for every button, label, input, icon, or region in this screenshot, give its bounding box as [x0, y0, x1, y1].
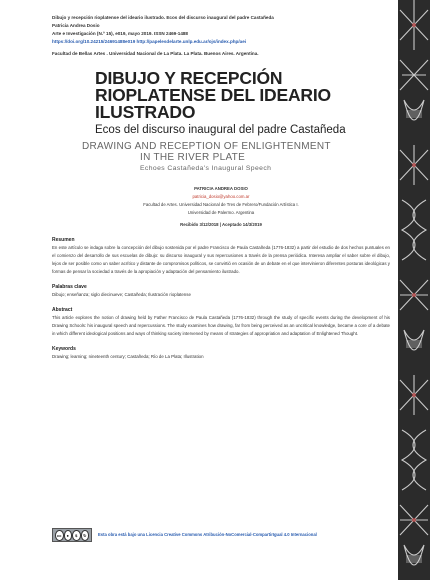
title-line-3: ILUSTRADO — [95, 102, 196, 122]
article-content — [52, 14, 390, 361]
author-name: PATRICIA ANDREA DOSIO — [194, 186, 248, 191]
citation-journal: Arte e Investigación (N.º 15), e019, mayo 2019. ISSN 2469-1488 — [52, 31, 188, 36]
palabras-clave-heading: Palabras clave — [52, 284, 87, 290]
resumen-heading: Resumen — [52, 237, 75, 243]
header-block — [52, 14, 390, 58]
citation-title: Dibujo y recepción rioplatense del ideario ilustrado. Ecos del discurso inaugural del padre Castañeda — [52, 15, 274, 20]
sa-icon: ↻ — [81, 530, 90, 541]
license-text[interactable]: Esta obra está bajo una Licencia Creative Commons Atribución-NoComercial-CompartirIgual 4.0 Internacional — [98, 532, 317, 537]
english-title-line-2: IN THE RIVER PLATE — [140, 152, 246, 163]
citation-author: Patricia Andrea Dosio — [52, 23, 100, 28]
lattice-pattern-icon — [398, 0, 430, 580]
resumen-section — [52, 236, 390, 276]
keywords-section — [52, 345, 390, 361]
license-footer — [52, 528, 390, 542]
received-accepted-dates: Recibido 3/12/2018 | Aceptado 14/3/2019 — [180, 222, 262, 227]
article-title — [95, 70, 390, 121]
institution-line: Facultad de Bellas Artes . Universidad Nacional de La Plata. La Plata. Buenos Aires. Argentina. — [52, 51, 259, 56]
abstract-body: This article explores the notion of drawing held by Father Francisco de Paula Castañeda (1776-1832) through the study of specific events during the development of his Drawing Schools: his inaugural speech and repercussions. The study examines how drawing, far from being perceived as an uncritical knowledge, became a core of a debate in which different ideological positions and ways of thinking society intervened by means of strategies of appropriation and adaptation of Enlightened Thought. — [52, 315, 390, 336]
palabras-clave-section — [52, 283, 390, 299]
cc-icon: cc — [55, 530, 64, 541]
english-title — [82, 141, 390, 163]
keywords-heading: Keywords — [52, 346, 76, 352]
decorative-lattice-image — [398, 0, 430, 580]
author-email[interactable]: patricia_dosio@yahoo.com.ar — [192, 194, 250, 199]
author-affiliation-2: Universidad de Palermo. Argentina — [187, 210, 255, 215]
by-icon: ● — [64, 530, 73, 541]
doi-link[interactable]: https://doi.org/10.24215/24691488e019 http://papelesdelarte.unlp.edu.ar/ojs/index.php/aei — [52, 39, 247, 44]
nc-icon: $ — [72, 530, 81, 541]
resumen-body: En este artículo se indaga sobre la concepción del dibujo sostenida por el padre Francisco de Paula Castañeda (1776-1832) a partir del estudio de dos hechos puntuales en el comienzo del desarrollo de sus escuelas de dibujo: su discurso inaugural y sus repercusiones a través de la prensa periódica. Interesa ampliar el saber sobre el dibujo, lejos de ser posible como un saber acrítico y distante de compromisos políticos, se convirtió en ocasión de un debate en el que intervinieron diferentes posturas ideológicas y formas de pensar la sociedad a través de la apropiación y adaptación del pensamiento ilustrado. — [52, 245, 390, 274]
author-affiliation-1: Facultad de Artes. Universidad Nacional de Tres de Febrero/Fundación Artística I. — [143, 202, 299, 207]
english-subtitle: Echoes Castañeda's Inaugural Speech — [140, 165, 272, 172]
title-line-1: DIBUJO Y RECEPCIÓN — [95, 68, 283, 88]
english-title-line-1: DRAWING AND RECEPTION OF ENLIGHTENMENT — [82, 141, 331, 152]
keywords-body: Drawing; learning; nineteenth century; Castañeda; Río de La Plata; Illustration — [52, 354, 204, 359]
title-line-2: RIOPLATENSE DEL IDEARIO — [95, 85, 331, 105]
abstract-heading: Abstract — [52, 307, 73, 313]
article-subtitle: Ecos del discurso inaugural del padre Castañeda — [95, 124, 346, 136]
palabras-clave-body: Dibujo; enseñanza; siglo diecinueve; Castañeda; Ilustración rioplatense — [52, 292, 191, 297]
abstract-section — [52, 306, 390, 338]
creative-commons-badge[interactable] — [52, 528, 92, 542]
